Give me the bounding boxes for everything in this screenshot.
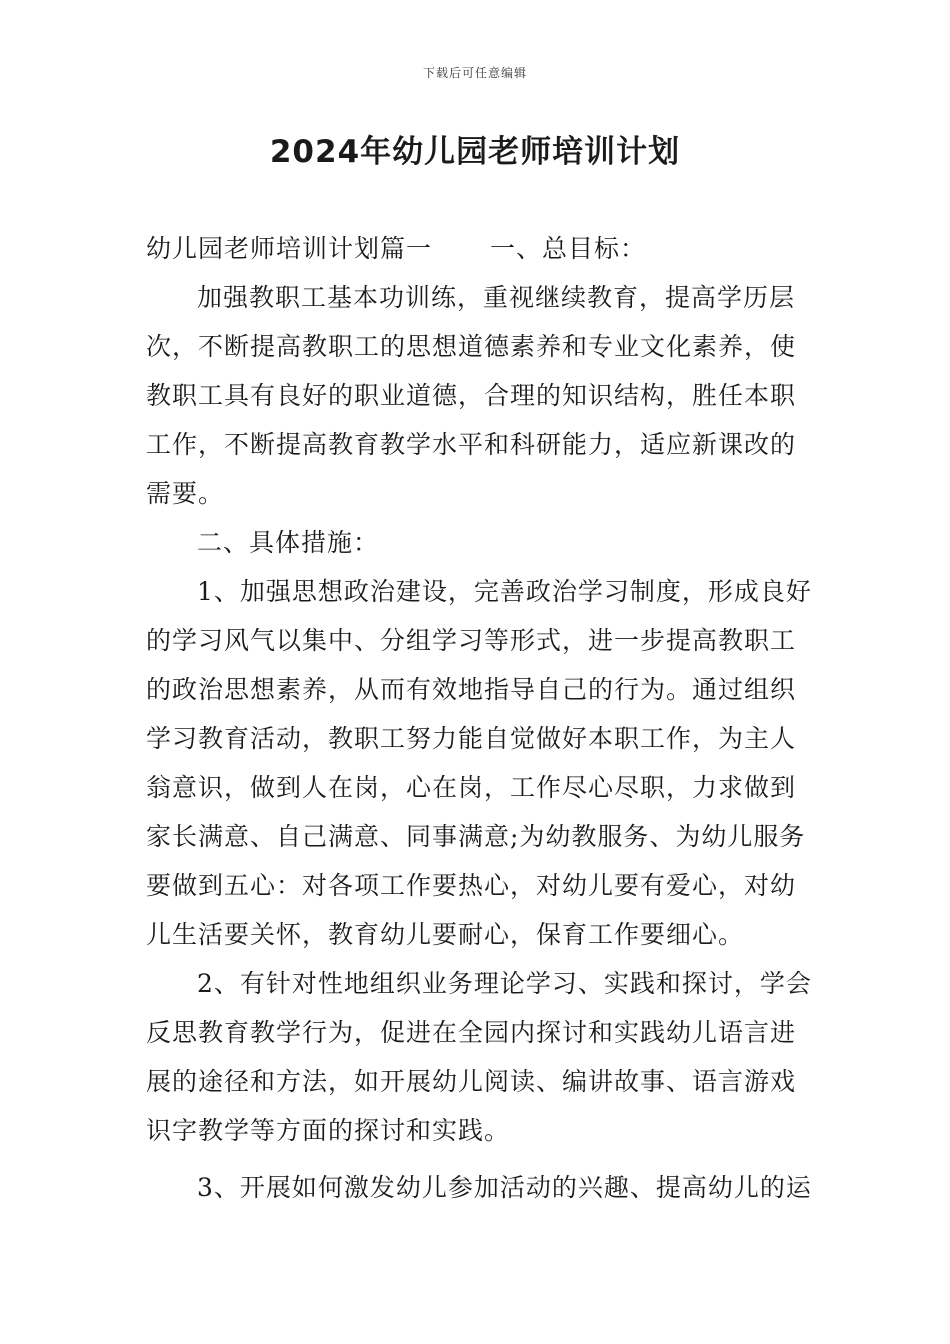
section-heading-goal: 一、总目标： — [490, 234, 647, 263]
paragraph-line: 3、开展如何激发幼儿参加活动的兴趣、提高幼儿的运 — [197, 1173, 812, 1202]
paragraph-line: 工作，不断提高教育教学水平和科研能力，适应新课改的 — [146, 430, 797, 459]
section-name: 幼儿园老师培训计划篇一 — [146, 234, 433, 263]
paragraph-line: 教职工具有良好的职业道德，合理的知识结构，胜任本职 — [146, 381, 797, 410]
paragraph-line: 的学习风气以集中、分组学习等形式，进一步提高教职工 — [146, 626, 797, 655]
paragraph-line: 需要。 — [146, 479, 225, 508]
paragraph-line: 学习教育活动，教职工努力能自觉做好本职工作，为主人 — [146, 724, 797, 753]
paragraph-line: 展的途径和方法，如开展幼儿阅读、编讲故事、语言游戏 — [146, 1067, 797, 1096]
paragraph-line: 翁意识，做到人在岗，心在岗，工作尽心尽职，力求做到 — [146, 773, 797, 802]
document-title: 2024年幼儿园老师培训计划 — [269, 134, 681, 170]
header-note: 下载后可任意编辑 — [422, 66, 527, 80]
document-body — [146, 229, 812, 1217]
section-heading-measures: 二、具体措施： — [197, 528, 380, 557]
paragraph-line: 反思教育教学行为，促进在全园内探讨和实践幼儿语言进 — [146, 1018, 797, 1047]
paragraph-line: 要做到五心：对各项工作要热心，对幼儿要有爱心，对幼 — [146, 871, 797, 900]
paragraph-line: 加强教职工基本功训练，重视继续教育，提高学历层 — [197, 283, 796, 312]
paragraph-line: 的政治思想素养，从而有效地指导自己的行为。通过组织 — [146, 675, 797, 704]
paragraph-line: 次，不断提高教职工的思想道德素养和专业文化素养，使 — [146, 332, 797, 361]
paragraph-line: 2、有针对性地组织业务理论学习、实践和探讨，学会 — [197, 969, 812, 998]
paragraph-line: 儿生活要关怀，教育幼儿要耐心，保育工作要细心。 — [146, 920, 745, 949]
intro-line — [146, 229, 806, 278]
paragraph-line: 1、加强思想政治建设，完善政治学习制度，形成良好 — [197, 577, 812, 606]
paragraph-line: 识字教学等方面的探讨和实践。 — [146, 1116, 511, 1145]
paragraph-line: 家长满意、自己满意、同事满意;为幼教服务、为幼儿服务 — [146, 822, 806, 851]
